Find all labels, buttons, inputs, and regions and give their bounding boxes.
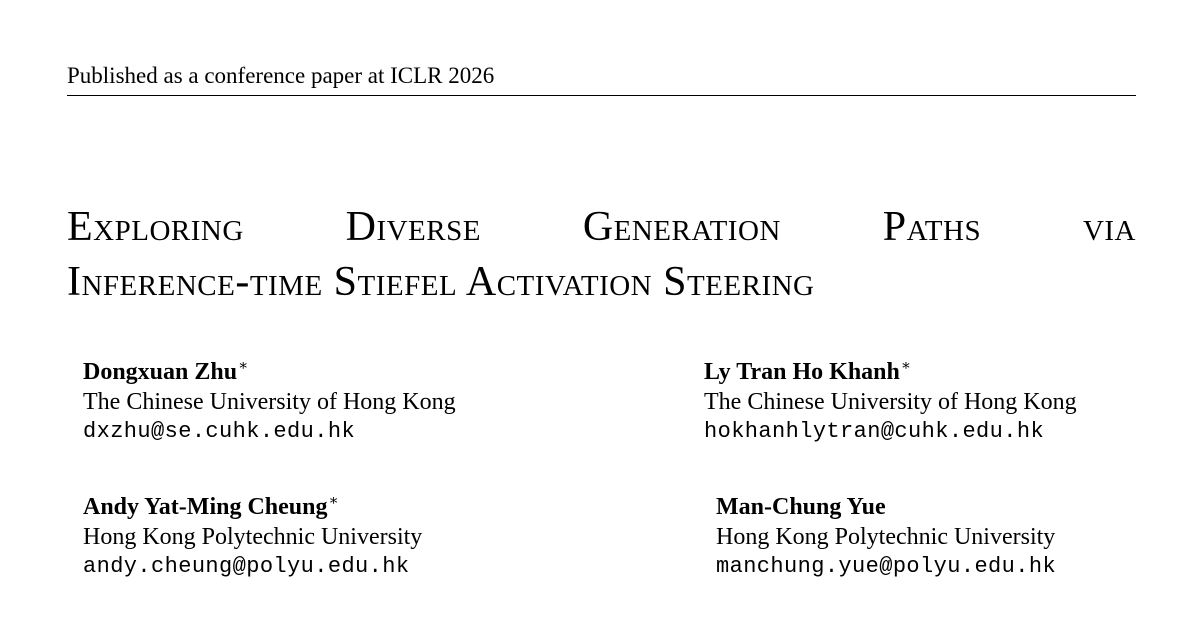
paper-title-line-1: Exploring Diverse Generation Paths via — [67, 204, 1136, 250]
author-email[interactable]: manchung.yue@polyu.edu.hk — [716, 554, 1057, 579]
author-name-text: Man-Chung Yue — [716, 494, 886, 520]
equal-contribution-mark: ∗ — [900, 358, 912, 374]
header-rule — [67, 95, 1136, 96]
author-affiliation: Hong Kong Polytechnic University — [716, 524, 1056, 550]
running-header: Published as a conference paper at ICLR 2026 — [67, 63, 495, 88]
author-affiliation: The Chinese University of Hong Kong — [704, 389, 1077, 415]
author-name — [83, 357, 456, 387]
equal-contribution-mark: ∗ — [328, 493, 339, 509]
author-email[interactable]: dxzhu@se.cuhk.edu.hk — [83, 419, 356, 444]
author-name-text: Ly Tran Ho Khanh — [704, 359, 900, 385]
author-block — [83, 357, 456, 447]
author-name — [704, 357, 1077, 387]
author-name — [83, 492, 422, 522]
author-block — [704, 357, 1077, 447]
author-name-text: Dongxuan Zhu — [83, 359, 238, 385]
author-affiliation: The Chinese University of Hong Kong — [83, 389, 456, 415]
author-name — [716, 492, 1056, 522]
author-email[interactable]: hokhanhlytran@cuhk.edu.hk — [704, 419, 1045, 444]
author-email[interactable]: andy.cheung@polyu.edu.hk — [83, 554, 410, 579]
paper-title-line-2: Inference-time Stiefel Activation Steering — [67, 259, 815, 305]
author-affiliation: Hong Kong Polytechnic University — [83, 524, 423, 550]
author-block — [716, 492, 1056, 582]
author-block — [83, 492, 422, 582]
author-name-text: Andy Yat-Ming Cheung — [83, 494, 328, 520]
equal-contribution-mark: ∗ — [238, 358, 249, 374]
